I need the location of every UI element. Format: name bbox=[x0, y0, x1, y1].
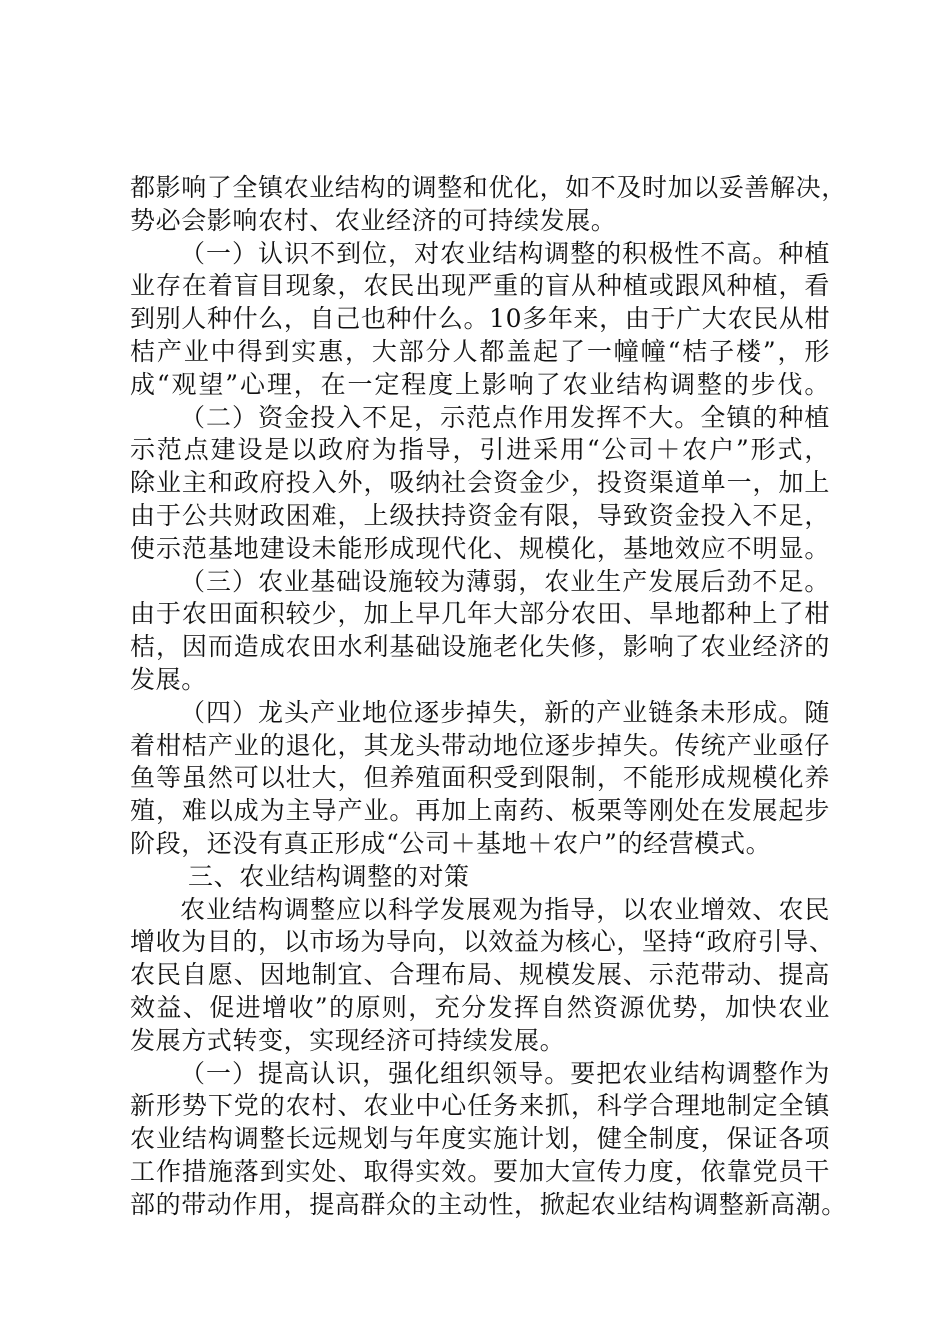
text-line: 使示范基地建设未能形成现代化、规模化，基地效应不明显。 bbox=[130, 533, 830, 563]
text-line: 工作措施落到实处、取得实效。要加大宣传力度，依靠党员干 bbox=[130, 1156, 830, 1186]
text-line: 由于农田面积较少，加上早几年大部分农田、旱地都种上了柑 bbox=[130, 599, 830, 629]
text-line: （三）农业基础设施较为薄弱，农业生产发展后劲不足。 bbox=[180, 566, 830, 596]
text-line: 三、农业结构调整的对策 bbox=[188, 861, 470, 891]
text-line: 农业结构调整应以科学发展观为指导，以农业增效、农民 bbox=[180, 894, 830, 924]
text-line: （一）认识不到位，对农业结构调整的积极性不高。种植 bbox=[180, 238, 830, 268]
text-line: 农民自愿、因地制宜、合理布局、规模发展、示范带动、提高 bbox=[130, 960, 830, 990]
text-line: 除业主和政府投入外，吸纳社会资金少，投资渠道单一，加上 bbox=[130, 468, 830, 498]
text-line: 发展。 bbox=[130, 664, 207, 694]
text-line: 着柑桔产业的退化，其龙头带动地位逐步掉失。传统产业亟仔 bbox=[130, 730, 830, 760]
text-line: 鱼等虽然可以壮大，但养殖面积受到限制，不能形成规模化养 bbox=[130, 763, 830, 793]
text-line: 成“观望”心理，在一定程度上影响了农业结构调整的步伐。 bbox=[130, 369, 830, 399]
text-line: 发展方式转变，实现经济可持续发展。 bbox=[130, 1025, 566, 1055]
text-line: 由于公共财政困难，上级扶持资金有限，导致资金投入不足， bbox=[130, 500, 830, 530]
text-line: 桔，因而造成农田水利基础设施老化失修，影响了农业经济的 bbox=[130, 632, 830, 662]
text-line: 示范点建设是以政府为指导，引进采用“公司＋农户”形式， bbox=[130, 435, 830, 465]
text-line: 部的带动作用，提高群众的主动性，掀起农业结构调整新高潮。 bbox=[130, 1189, 847, 1219]
document-body bbox=[130, 172, 847, 1222]
text-line: 势必会影响农村、农业经济的可持续发展。 bbox=[130, 205, 617, 235]
text-line: （二）资金投入不足，示范点作用发挥不大。全镇的种植 bbox=[180, 402, 830, 432]
text-line: （四）龙头产业地位逐步掉失，新的产业链条未形成。随 bbox=[180, 697, 830, 727]
text-line: 都影响了全镇农业结构的调整和优化，如不及时加以妥善解决， bbox=[130, 173, 847, 202]
text-line: 增收为目的，以市场为导向，以效益为核心，坚持“政府引导、 bbox=[130, 927, 835, 957]
text-line: 新形势下党的农村、农业中心任务来抓，科学合理地制定全镇 bbox=[130, 1091, 830, 1121]
text-line: （一）提高认识，强化组织领导。要把农业结构调整作为 bbox=[180, 1058, 830, 1088]
text-line: 到别人种什么，自己也种什么。10多年来，由于广大农民从柑 bbox=[130, 304, 830, 334]
text-line: 农业结构调整长远规划与年度实施计划，健全制度，保证各项 bbox=[130, 1124, 830, 1154]
text-line: 业存在着盲目现象，农民出现严重的盲从种植或跟风种植，看 bbox=[130, 271, 830, 301]
text-line: 效益、促进增收”的原则，充分发挥自然资源优势，加快农业 bbox=[130, 992, 830, 1022]
text-line: 殖，难以成为主导产业。再加上南药、板栗等刚处在发展起步 bbox=[130, 796, 830, 826]
text-line: 阶段，还没有真正形成“公司＋基地＋农户”的经营模式。 bbox=[130, 828, 772, 858]
text-line: 桔产业中得到实惠，大部分人都盖起了一幢幢“桔子楼”，形 bbox=[130, 336, 830, 366]
